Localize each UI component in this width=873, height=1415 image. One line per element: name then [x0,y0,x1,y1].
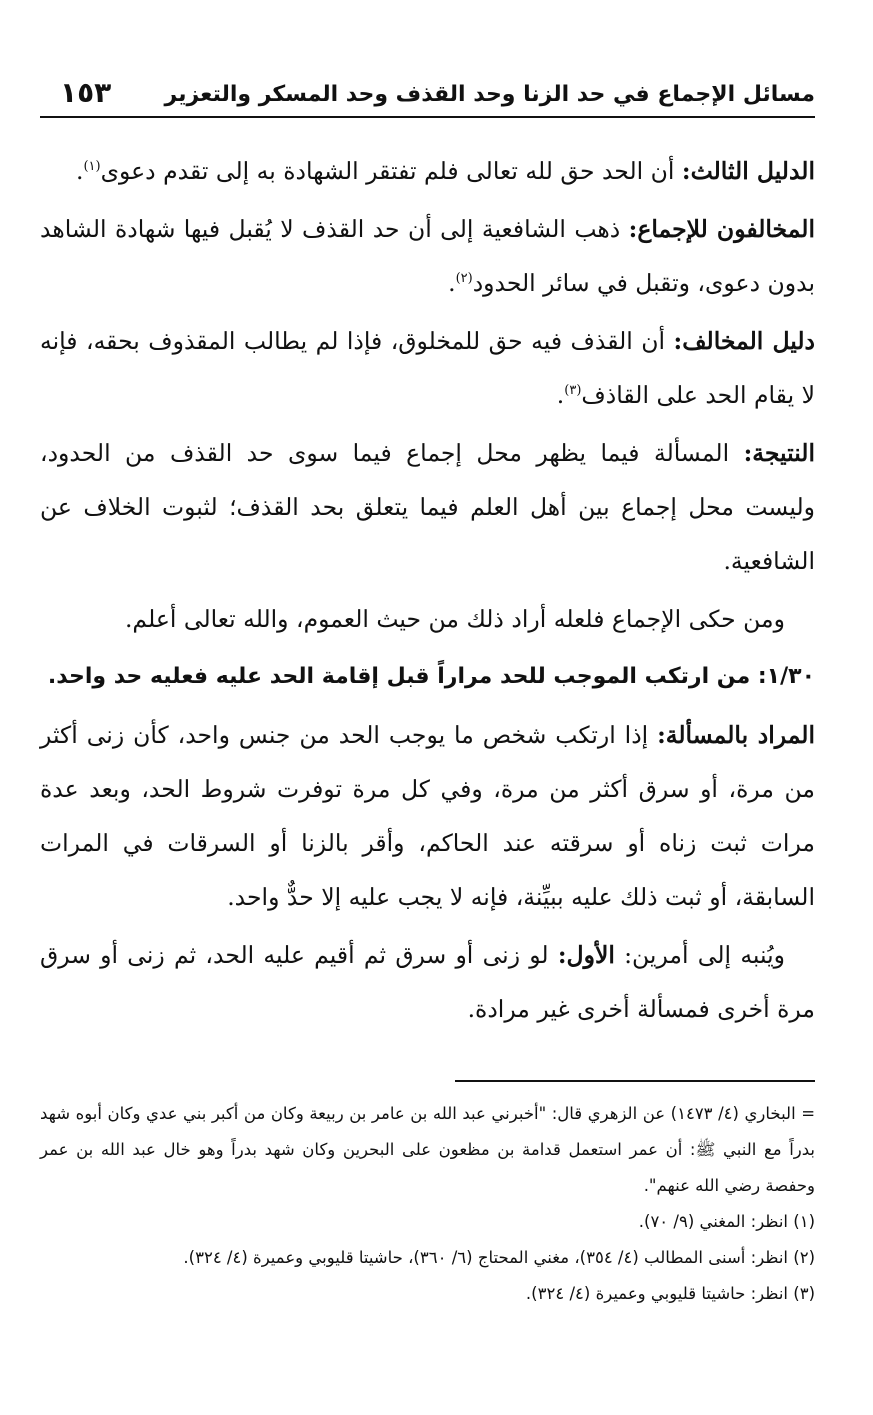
paragraph-lead: النتيجة: [743,439,815,467]
paragraph-dissenters [40,202,815,310]
section-heading-text: ١/٣٠: من ارتكب الموجب للحد مراراً قبل إقامة الحد عليه فعليه حد واحد. [47,664,815,689]
paragraph-lead: المراد بالمسألة: [657,721,815,749]
paragraph-notes [40,928,815,1036]
footnote-divider [455,1080,815,1082]
paragraph-dissent-evidence [40,314,815,422]
paragraph-issue-meaning [40,708,815,924]
paragraph-lead: الدليل الثالث: [681,157,815,185]
paragraph-result [40,426,815,588]
footnote-ref[interactable]: (٢) [455,271,473,287]
paragraph-end: . [448,269,456,297]
paragraph-text: المسألة فيما يظهر محل إجماع فيما سوى حد القذف من الحدود، وليست محل إجماع بين أهل العلم فيما يتعلق بحد القذف؛ لثبوت الخلاف عن الشافعية. [40,439,815,575]
paragraph-conclusion [40,592,815,646]
paragraph-lead: الأول: [557,941,615,969]
paragraph-end: . [556,381,565,409]
paragraph-text: أن الحد حق لله تعالى فلم تفتقر الشهادة به إلى تقدم دعوى [100,157,682,185]
paragraph-lead: المخالفون للإجماع: [628,215,815,243]
footnote-ref[interactable]: (١) [83,159,101,175]
footnotes [40,1096,815,1312]
paragraph-end: . [75,157,84,185]
main-text [40,144,815,1036]
footnote-ref[interactable]: (٣) [564,383,582,399]
paragraph-lead: دليل المخالف: [673,327,815,355]
paragraph-text: ومن حكى الإجماع فلعله أراد ذلك من حيث العموم، والله تعالى أعلم. [124,605,785,633]
running-header [40,60,815,118]
footnote-2: (٢) انظر: أسنى المطالب (٤/ ٣٥٤)، مغني المحتاج (٦/ ٣٦٠)، حاشيتا قليوبي وعميرة (٤/ ٣٢٤). [183,1248,815,1267]
paragraph-pre: ويُنبه إلى أمرين: [614,941,785,969]
header-title: مسائل الإجماع في حد الزنا وحد القذف وحد المسكر والتعزير [164,82,815,107]
page-number: ١٥٣ [60,76,112,109]
section-heading [40,650,815,704]
paragraph-text: إذا ارتكب شخص ما يوجب الحد من جنس واحد، كأن زنى أكثر من مرة، أو سرق أكثر من مرة، وفي كل مرة توفرت شروط الحد، وبعد عدة مرات ثبت زناه أو سرقته عند الحاكم، وأقر بالزنا أو السرقات في المرات السابقة، أو ثبت ذلك عليه ببيِّنة، فإنه لا يجب عليه إلا حدٌّ واحد. [40,721,815,911]
footnote-1: (١) انظر: المغني (٩/ ٧٠). [638,1212,815,1231]
paragraph-text: أن القذف فيه حق للمخلوق، فإذا لم يطالب المقذوف بحقه، فإنه لا يقام الحد على القاذف [40,327,815,409]
page [40,60,815,1312]
footnote-3: (٣) انظر: حاشيتا قليوبي وعميرة (٤/ ٣٢٤). [525,1284,815,1303]
footnote-divider-wrap [40,1040,815,1082]
footnote-continued: = البخاري (٤/ ١٤٧٣) عن الزهري قال: "أخبرني عبد الله بن عامر بن ربيعة وكان من أكبر بني عدي وكان أبوه شهد بدراً مع النبي ﷺ: أن عمر استعمل قدامة بن مظعون على البحرين وكان شهد بدراً وهو خال عبد الله بن عمر وحفصة رضي الله عنهم". [40,1104,816,1195]
paragraph-third-evidence [40,144,815,198]
paragraph-text: ذهب الشافعية إلى أن حد القذف لا يُقبل فيها شهادة الشاهد بدون دعوى، وتقبل في سائر الحدود [40,215,815,297]
paragraph-text: لو زنى أو سرق ثم أقيم عليه الحد، ثم زنى أو سرق مرة أخرى فمسألة أخرى غير مرادة. [40,941,815,1023]
